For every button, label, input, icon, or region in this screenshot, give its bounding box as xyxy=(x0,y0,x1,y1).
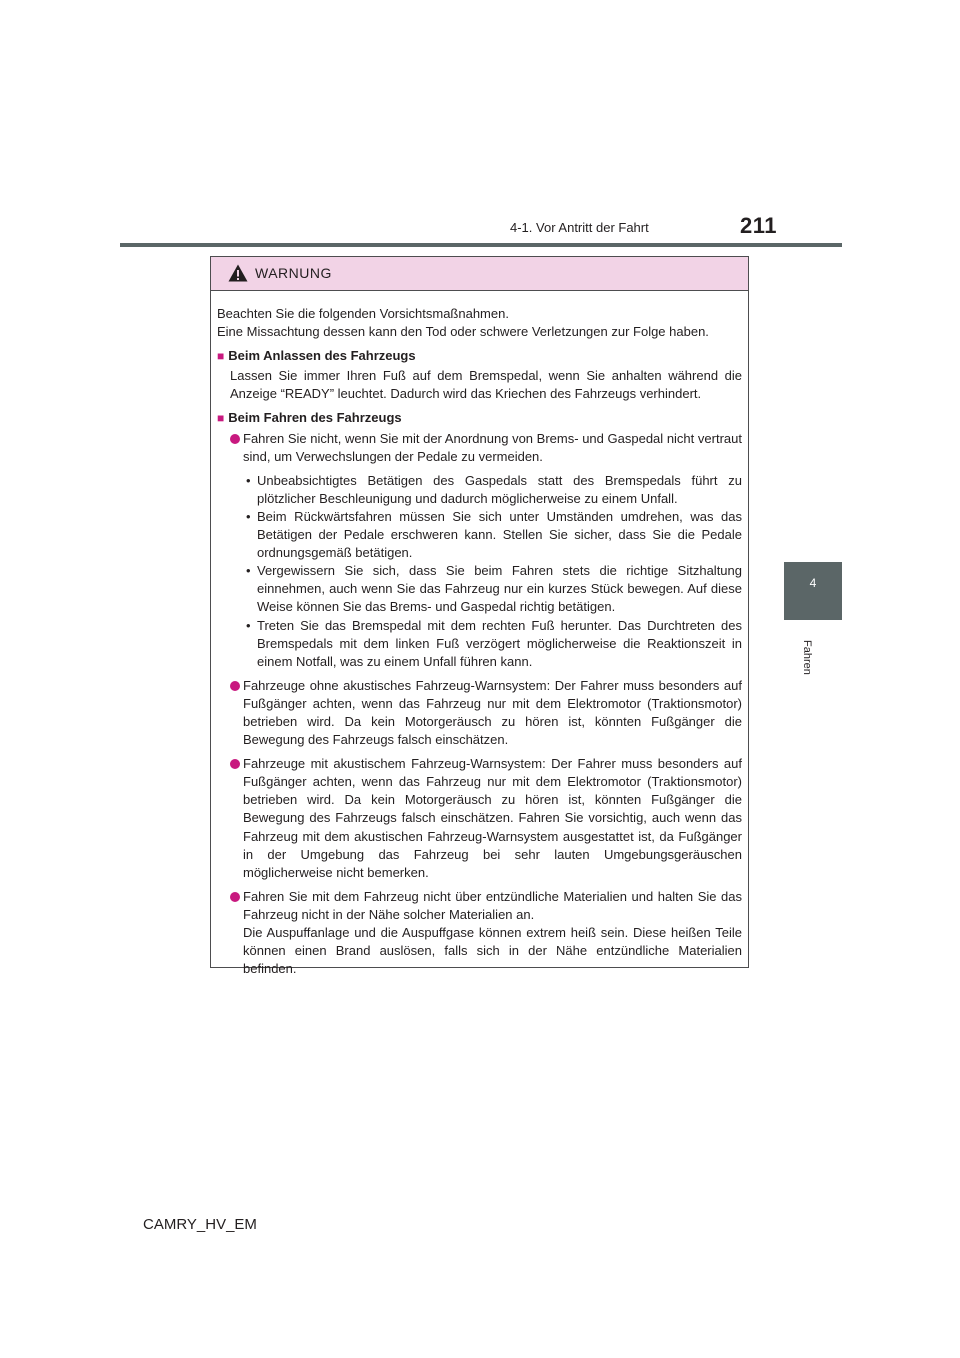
warning-intro xyxy=(217,305,742,341)
circle-bullet-icon xyxy=(230,681,240,691)
sub-item-text: Treten Sie das Bremspedal mit dem rechten Fuß herunter. Das Durchtreten des Bremspedals mit dem linken Fuß verzögert möglicherweise die Reaktionszeit in einem Notfall, was zu einem Unfall führen kann. xyxy=(257,617,742,669)
sub-item-text: Unbeabsichtigtes Betätigen des Gaspedals statt des Bremspedals führt zu plötzlicher Beschleunigung und dadurch möglicherweise zu einem Unfall. xyxy=(257,472,742,506)
sub-item xyxy=(217,508,742,562)
square-bullet-icon: ■ xyxy=(217,411,225,426)
warning-box xyxy=(210,256,749,977)
dot-bullet-icon: • xyxy=(246,563,251,579)
bullet-text: Fahren Sie nicht, wenn Sie mit der Anordnung von Brems- und Gaspedal nicht vertraut sind, um Verwechslungen der Pedale zu vermeiden. xyxy=(243,430,742,464)
section-heading-driving-text: Beim Fahren des Fahrzeugs xyxy=(228,410,402,426)
bullet-text: Fahrzeuge ohne akustisches Fahrzeug-Warnsystem: Der Fahrer muss besonders auf Fußgänger achten, wenn das Fahrzeug nur mit dem Elektromotor (Traktionsmotor) betrieben wird. Da kein Motorgeräusch zu hören ist, könnten Fußgänger die Bewegung des Fahrzeugs falsch einschätzen. xyxy=(243,677,742,748)
bullet-text-continued: Die Auspuffanlage und die Auspuffgase können extrem heiß sein. Diese heißen Teile können einen Brand auslösen, falls sich in der Nähe entzündliche Materialien befinden. xyxy=(243,925,742,977)
bullet-with-warning-system xyxy=(217,755,742,882)
dot-bullet-icon: • xyxy=(246,472,251,488)
sub-item-text: Vergewissern Sie sich, dass Sie beim Fahren stets die richtige Sitzhaltung einnehmen, auch wenn Sie das Fahrzeug nur ein kurzes Stück bewegen. Auf diese Weise können Sie das Brems- und Gaspedal richtig betätigen. xyxy=(257,563,742,615)
sub-item-text: Beim Rückwärtsfahren müssen Sie sich unter Umständen umdrehen, was das Betätigen der Pedale erschweren kann. Stellen Sie sicher, dass Sie die Pedale ordnungsgemäß betätigen. xyxy=(257,508,742,561)
dot-bullet-icon: • xyxy=(246,508,251,524)
intro-line-1: Beachten Sie die folgenden Vorsichtsmaßnahmen. xyxy=(217,306,509,321)
chapter-label: Fahren xyxy=(801,640,813,675)
warning-body xyxy=(211,291,748,978)
bullet-pedal-familiarity xyxy=(217,430,742,466)
dot-bullet-icon: • xyxy=(246,617,251,633)
bullet-no-warning-system xyxy=(217,677,742,749)
header-divider xyxy=(120,243,842,247)
intro-line-2: Eine Missachtung dessen kann den Tod oder schwere Verletzungen zur Folge haben. xyxy=(217,324,709,340)
warning-header xyxy=(211,257,748,291)
section-heading-driving xyxy=(217,409,742,427)
square-bullet-icon: ■ xyxy=(217,349,225,364)
section-start-text: Lassen Sie immer Ihren Fuß auf dem Bremspedal, wenn Sie anhalten während die Anzeige “READY” leuchtet. Dadurch wird das Kriechen des Fahrzeugs verhindert. xyxy=(230,368,742,402)
bullet-text: Fahrzeuge mit akustischem Fahrzeug-Warnsystem: Der Fahrer muss besonders auf Fußgänger achten, wenn das Fahrzeug nur mit dem Elektromotor (Traktionsmotor) betrieben wird. Da kein Motorgeräusch zu hören ist, könnten Fußgänger die Bewegung des Fahrzeugs falsch einschätzen. Fahren Sie vorsichtig, auch wenn das Fahrzeug mit dem akustischen Fahrzeug-Warnsystem ausgestattet ist, da Fußgänger in der Umgebung das Fahrzeug bei sehr lauten Umgebungsgeräuschen möglicherweise nicht bemerken. xyxy=(243,756,742,880)
header-section-title: 4-1. Vor Antritt der Fahrt xyxy=(510,220,649,235)
footer-document-code: CAMRY_HV_EM xyxy=(143,1216,257,1233)
circle-bullet-icon xyxy=(230,434,240,444)
bullet-flammable-materials xyxy=(217,888,742,978)
section-heading-start xyxy=(217,347,742,365)
page-number: 211 xyxy=(740,213,777,238)
circle-bullet-icon xyxy=(230,759,240,769)
sub-list xyxy=(217,472,742,671)
sub-item xyxy=(217,617,742,671)
warning-triangle-icon xyxy=(228,264,248,287)
bullet-text: Fahren Sie mit dem Fahrzeug nicht über entzündliche Materialien und halten Sie das Fahrzeug nicht in der Nähe solcher Materialien an. xyxy=(243,888,742,922)
warning-title: WARNUNG xyxy=(255,265,332,281)
section-heading-start-text: Beim Anlassen des Fahrzeugs xyxy=(228,348,416,364)
sub-item xyxy=(217,562,742,616)
chapter-number: 4 xyxy=(809,576,817,590)
circle-bullet-icon xyxy=(230,892,240,902)
chapter-tab[interactable] xyxy=(784,562,842,620)
sub-item xyxy=(217,472,742,508)
